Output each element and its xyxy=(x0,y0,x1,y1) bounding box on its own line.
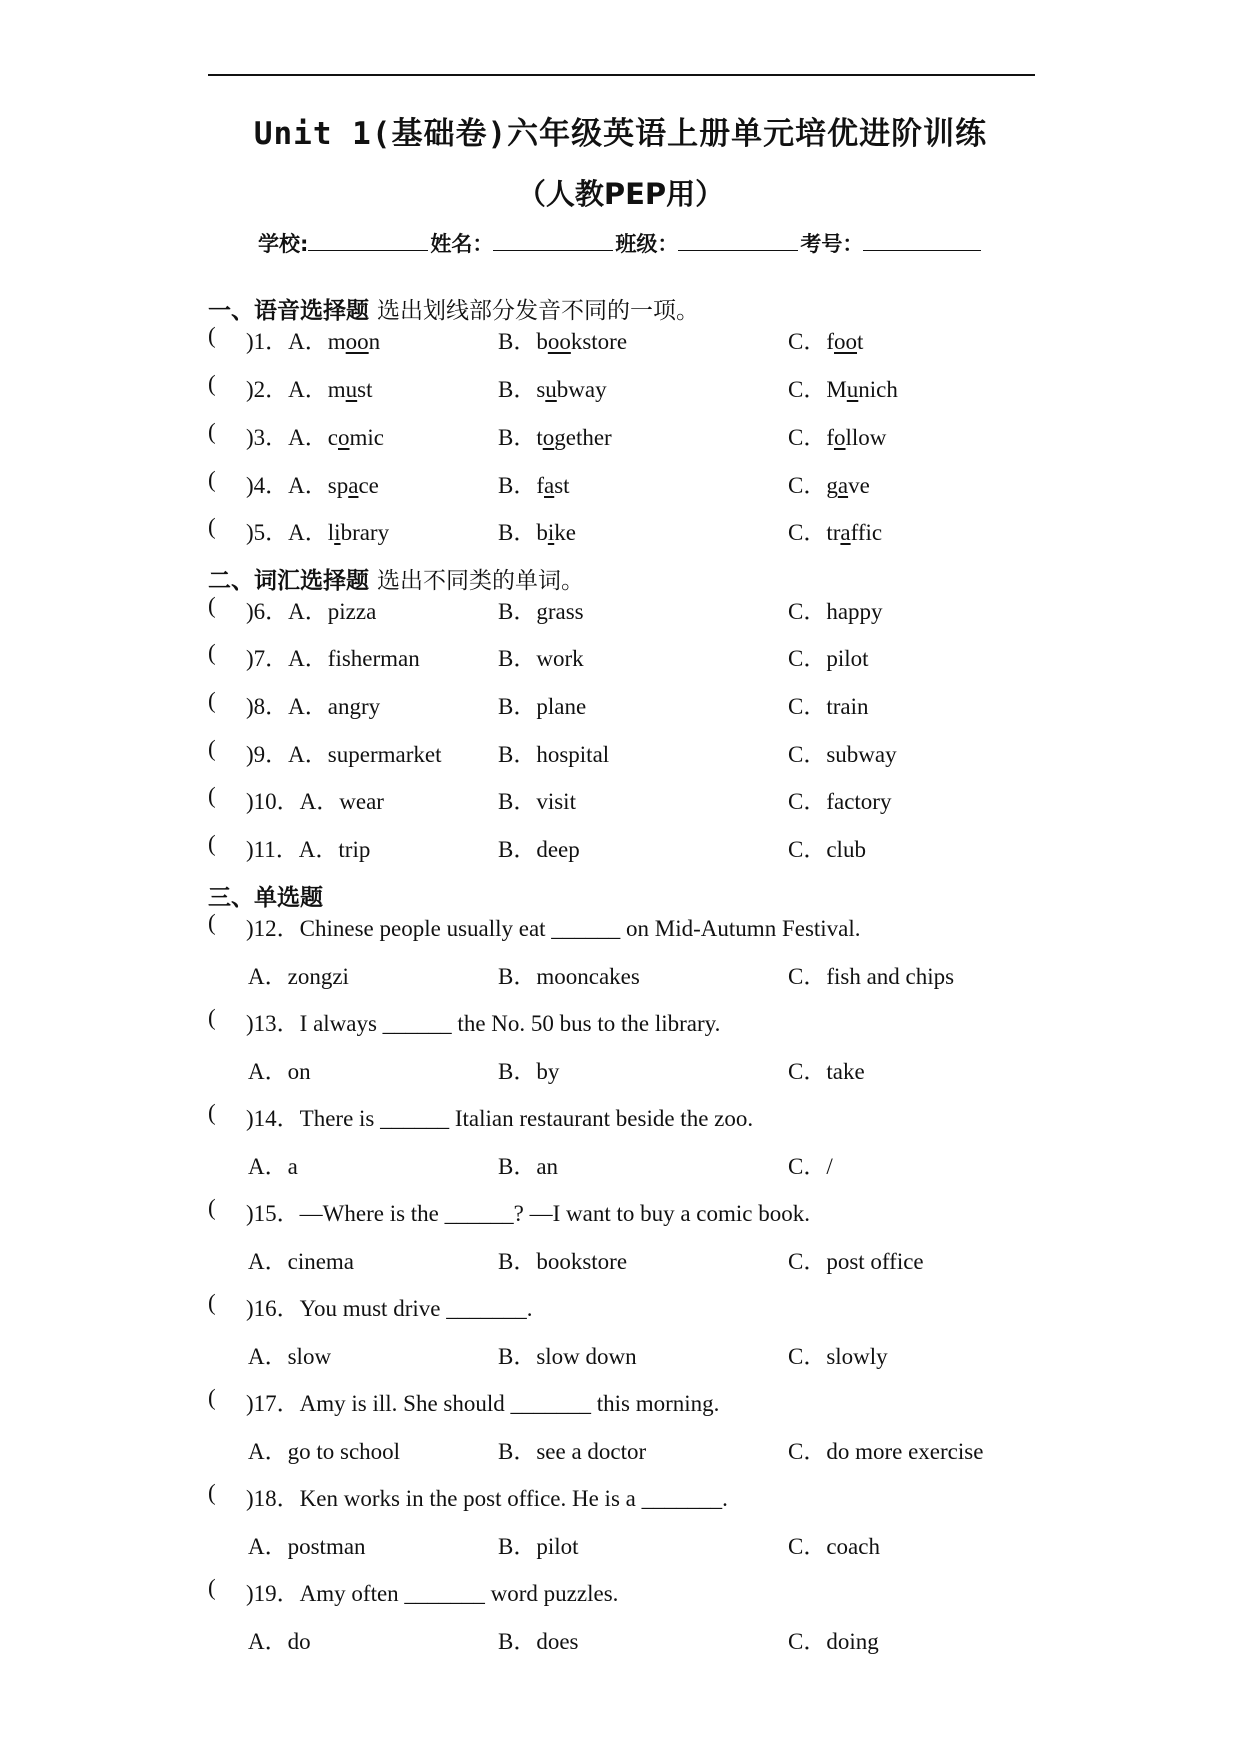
student-info-line xyxy=(258,228,983,258)
option-c[interactable]: C．club xyxy=(788,837,866,862)
option-b[interactable]: B．bike xyxy=(498,520,576,545)
option-c[interactable]: C．doing xyxy=(788,1629,879,1654)
answer-paren[interactable]: ( xyxy=(208,1385,216,1410)
option-b[interactable]: B．slow down xyxy=(498,1344,637,1369)
option-c[interactable]: C．fish and chips xyxy=(788,964,955,989)
number-label: 考号： xyxy=(800,232,864,256)
question-number: )8．A．angry xyxy=(246,694,381,719)
page-subtitle: （人教PEP用） xyxy=(516,177,725,211)
question-number: )7．A．fisherman xyxy=(246,646,420,671)
answer-paren[interactable]: ( xyxy=(208,910,216,935)
option-c[interactable]: C．gave xyxy=(788,473,870,498)
section-phonics-heading: 一、语音选择题 选出划线部分发音不同的一项。 xyxy=(208,298,699,324)
question-text: )14．There is ______ Italian restaurant beside the zoo. xyxy=(246,1106,754,1131)
question-number: )5．A．library xyxy=(246,520,390,545)
question-number: )10．A．wear xyxy=(246,789,384,814)
option-b[interactable]: B．bookstore xyxy=(498,1249,628,1274)
question-number: )11．A．trip xyxy=(246,837,371,862)
option-b[interactable]: B．visit xyxy=(498,789,576,814)
option-b[interactable]: B．deep xyxy=(498,837,580,862)
question-number: )3．A．comic xyxy=(246,425,384,450)
option-c[interactable]: C．pilot xyxy=(788,646,869,671)
answer-paren[interactable]: ( xyxy=(208,1100,216,1125)
question-text: )19．Amy often _______ word puzzles. xyxy=(246,1581,619,1606)
option-b[interactable]: B．fast xyxy=(498,473,570,498)
answer-paren[interactable]: ( xyxy=(208,467,216,492)
option-a[interactable]: A．on xyxy=(248,1059,311,1084)
option-b[interactable]: B．subway xyxy=(498,377,607,402)
answer-paren[interactable]: ( xyxy=(208,640,216,665)
option-c[interactable]: C．follow xyxy=(788,425,887,450)
section-vocab-heading: 二、词汇选择题 选出不同类的单词。 xyxy=(208,568,584,594)
school-label: 学校: xyxy=(258,232,309,256)
option-c[interactable]: C．happy xyxy=(788,599,883,624)
question-text: )15．—Where is the ______? —I want to buy a comic book. xyxy=(246,1201,811,1226)
answer-paren[interactable]: ( xyxy=(208,514,216,539)
option-a[interactable]: A．slow xyxy=(248,1344,332,1369)
question-number: )9．A．supermarket xyxy=(246,742,442,767)
option-b[interactable]: B．mooncakes xyxy=(498,964,640,989)
name-field[interactable] xyxy=(493,232,613,251)
page-title: Unit 1(基础卷)六年级英语上册单元培优进阶训练 xyxy=(253,116,988,152)
question-number: )2．A．must xyxy=(246,377,373,402)
answer-paren[interactable]: ( xyxy=(208,831,216,856)
option-c[interactable]: C．coach xyxy=(788,1534,880,1559)
option-a[interactable]: A．zongzi xyxy=(248,964,349,989)
top-rule xyxy=(208,74,1035,76)
option-a[interactable]: A．postman xyxy=(248,1534,366,1559)
option-c[interactable]: C．train xyxy=(788,694,869,719)
option-c[interactable]: C．factory xyxy=(788,789,892,814)
question-text: )13．I always ______ the No. 50 bus to the library. xyxy=(246,1011,721,1036)
answer-paren[interactable]: ( xyxy=(208,1290,216,1315)
answer-paren[interactable]: ( xyxy=(208,688,216,713)
question-number: )6．A．pizza xyxy=(246,599,377,624)
option-c[interactable]: C．take xyxy=(788,1059,865,1084)
answer-paren[interactable]: ( xyxy=(208,323,216,348)
class-label: 班级： xyxy=(615,232,679,256)
option-b[interactable]: B．plane xyxy=(498,694,587,719)
option-b[interactable]: B．bookstore xyxy=(498,329,628,354)
option-a[interactable]: A．do xyxy=(248,1629,311,1654)
option-c[interactable]: C．slowly xyxy=(788,1344,888,1369)
answer-paren[interactable]: ( xyxy=(208,1005,216,1030)
number-field[interactable] xyxy=(863,232,981,251)
question-text: )16．You must drive _______. xyxy=(246,1296,533,1321)
option-b[interactable]: B．hospital xyxy=(498,742,610,767)
option-c[interactable]: C．subway xyxy=(788,742,897,767)
question-text: )18．Ken works in the post office. He is a _______. xyxy=(246,1486,728,1511)
option-a[interactable]: A．go to school xyxy=(248,1439,401,1464)
option-b[interactable]: B．pilot xyxy=(498,1534,579,1559)
class-field[interactable] xyxy=(678,232,798,251)
option-b[interactable]: B．work xyxy=(498,646,584,671)
question-text: )17．Amy is ill. She should _______ this morning. xyxy=(246,1391,720,1416)
option-b[interactable]: B．does xyxy=(498,1629,579,1654)
question-number: )1．A．moon xyxy=(246,329,381,354)
option-b[interactable]: B．an xyxy=(498,1154,559,1179)
option-c[interactable]: C．do more exercise xyxy=(788,1439,984,1464)
option-b[interactable]: B．by xyxy=(498,1059,560,1084)
answer-paren[interactable]: ( xyxy=(208,1480,216,1505)
option-b[interactable]: B．grass xyxy=(498,599,584,624)
option-b[interactable]: B．together xyxy=(498,425,612,450)
option-c[interactable]: C．Munich xyxy=(788,377,898,402)
option-c[interactable]: C．traffic xyxy=(788,520,883,545)
answer-paren[interactable]: ( xyxy=(208,593,216,618)
option-c[interactable]: C．post office xyxy=(788,1249,924,1274)
answer-paren[interactable]: ( xyxy=(208,1575,216,1600)
answer-paren[interactable]: ( xyxy=(208,371,216,396)
option-c[interactable]: C．foot xyxy=(788,329,864,354)
name-label: 姓名： xyxy=(430,232,494,256)
option-c[interactable]: C．/ xyxy=(788,1154,833,1179)
answer-paren[interactable]: ( xyxy=(208,419,216,444)
option-b[interactable]: B．see a doctor xyxy=(498,1439,647,1464)
question-number: )4．A．space xyxy=(246,473,379,498)
option-a[interactable]: A．cinema xyxy=(248,1249,355,1274)
school-field[interactable] xyxy=(308,232,428,251)
answer-paren[interactable]: ( xyxy=(208,783,216,808)
question-text: )12．Chinese people usually eat ______ on Mid-Autumn Festival. xyxy=(246,916,861,941)
section-mc-heading: 三、单选题 xyxy=(208,885,323,911)
answer-paren[interactable]: ( xyxy=(208,736,216,761)
answer-paren[interactable]: ( xyxy=(208,1195,216,1220)
option-a[interactable]: A．a xyxy=(248,1154,298,1179)
